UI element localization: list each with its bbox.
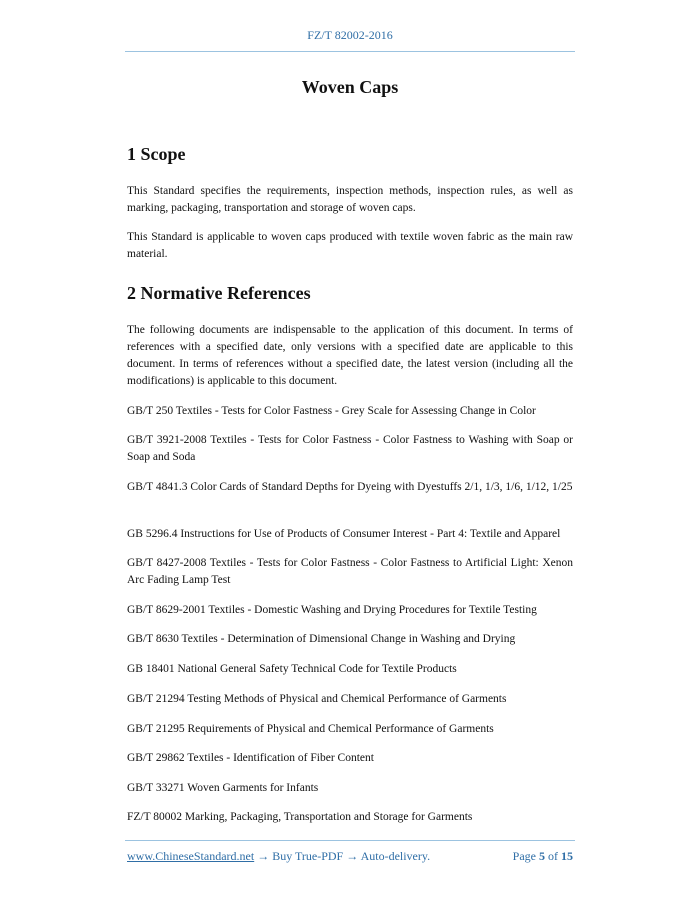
reference-item: GB/T 21295 Requirements of Physical and Chemical Performance of Garments: [127, 723, 494, 735]
header-doc-number: FZ/T 82002-2016: [307, 28, 393, 42]
reference-item: GB/T 29862 Textiles - Identification of Fiber Content: [127, 752, 374, 764]
document-title: Woven Caps: [301, 77, 399, 97]
chinesestandard-link[interactable]: www.ChineseStandard.net: [127, 849, 255, 863]
reference-item: FZ/T 80002 Marking, Packaging, Transportation and Storage for Garments: [127, 811, 473, 823]
reference-item: GB/T 3921-2008 Textiles - Tests for Color Fastness - Color Fastness to Washing with Soap or Soap and Soda: [127, 434, 573, 463]
reference-item: GB/T 4841.3 Color Cards of Standard Depths for Dyeing with Dyestuffs 2/1, 1/3, 1/6, 1/12, 1/25: [127, 481, 573, 493]
header-divider: [125, 51, 575, 52]
reference-item: GB/T 8427-2008 Textiles - Tests for Color Fastness - Color Fastness to Artificial Light: Xenon Arc Fading Lamp Test: [127, 557, 573, 586]
reference-item: GB 18401 National General Safety Technical Code for Textile Products: [127, 663, 457, 675]
section-heading-normative-references: 2 Normative References: [127, 283, 311, 303]
of-label: of: [548, 849, 558, 863]
page-indicator: [513, 849, 573, 864]
reference-item: GB/T 21294 Testing Methods of Physical and Chemical Performance of Garments: [127, 693, 507, 705]
paragraph: The following documents are indispensable to the application of this document. In terms of references with a specified date, only versions with a specified date are applicable to this document. In terms of references without a specified date, the latest version (including all the modifications) is applicable to this document.: [127, 324, 573, 387]
total-pages: 15: [561, 849, 573, 863]
current-page: 5: [539, 849, 545, 863]
section-heading-scope: 1 Scope: [127, 144, 186, 164]
reference-item: GB/T 8629-2001 Textiles - Domestic Washing and Drying Procedures for Textile Testing: [127, 604, 537, 616]
footer-tagline: → Buy True-PDF → Auto-delivery.: [254, 849, 431, 863]
reference-item: GB/T 250 Textiles - Tests for Color Fastness - Grey Scale for Assessing Change in Color: [127, 405, 536, 417]
reference-item: GB/T 33271 Woven Garments for Infants: [127, 782, 319, 794]
reference-item: GB 5296.4 Instructions for Use of Products of Consumer Interest - Part 4: Textile and Apparel: [127, 528, 561, 540]
reference-item: GB/T 8630 Textiles - Determination of Dimensional Change in Washing and Drying: [127, 633, 516, 645]
footer-left: [127, 849, 430, 864]
paragraph: This Standard specifies the requirements, inspection methods, inspection rules, as well as marking, packaging, transportation and storage of woven caps.: [127, 185, 573, 214]
paragraph: This Standard is applicable to woven caps produced with textile woven fabric as the main raw material.: [127, 231, 573, 260]
page-label: Page: [512, 849, 536, 863]
footer-divider: [125, 840, 575, 841]
